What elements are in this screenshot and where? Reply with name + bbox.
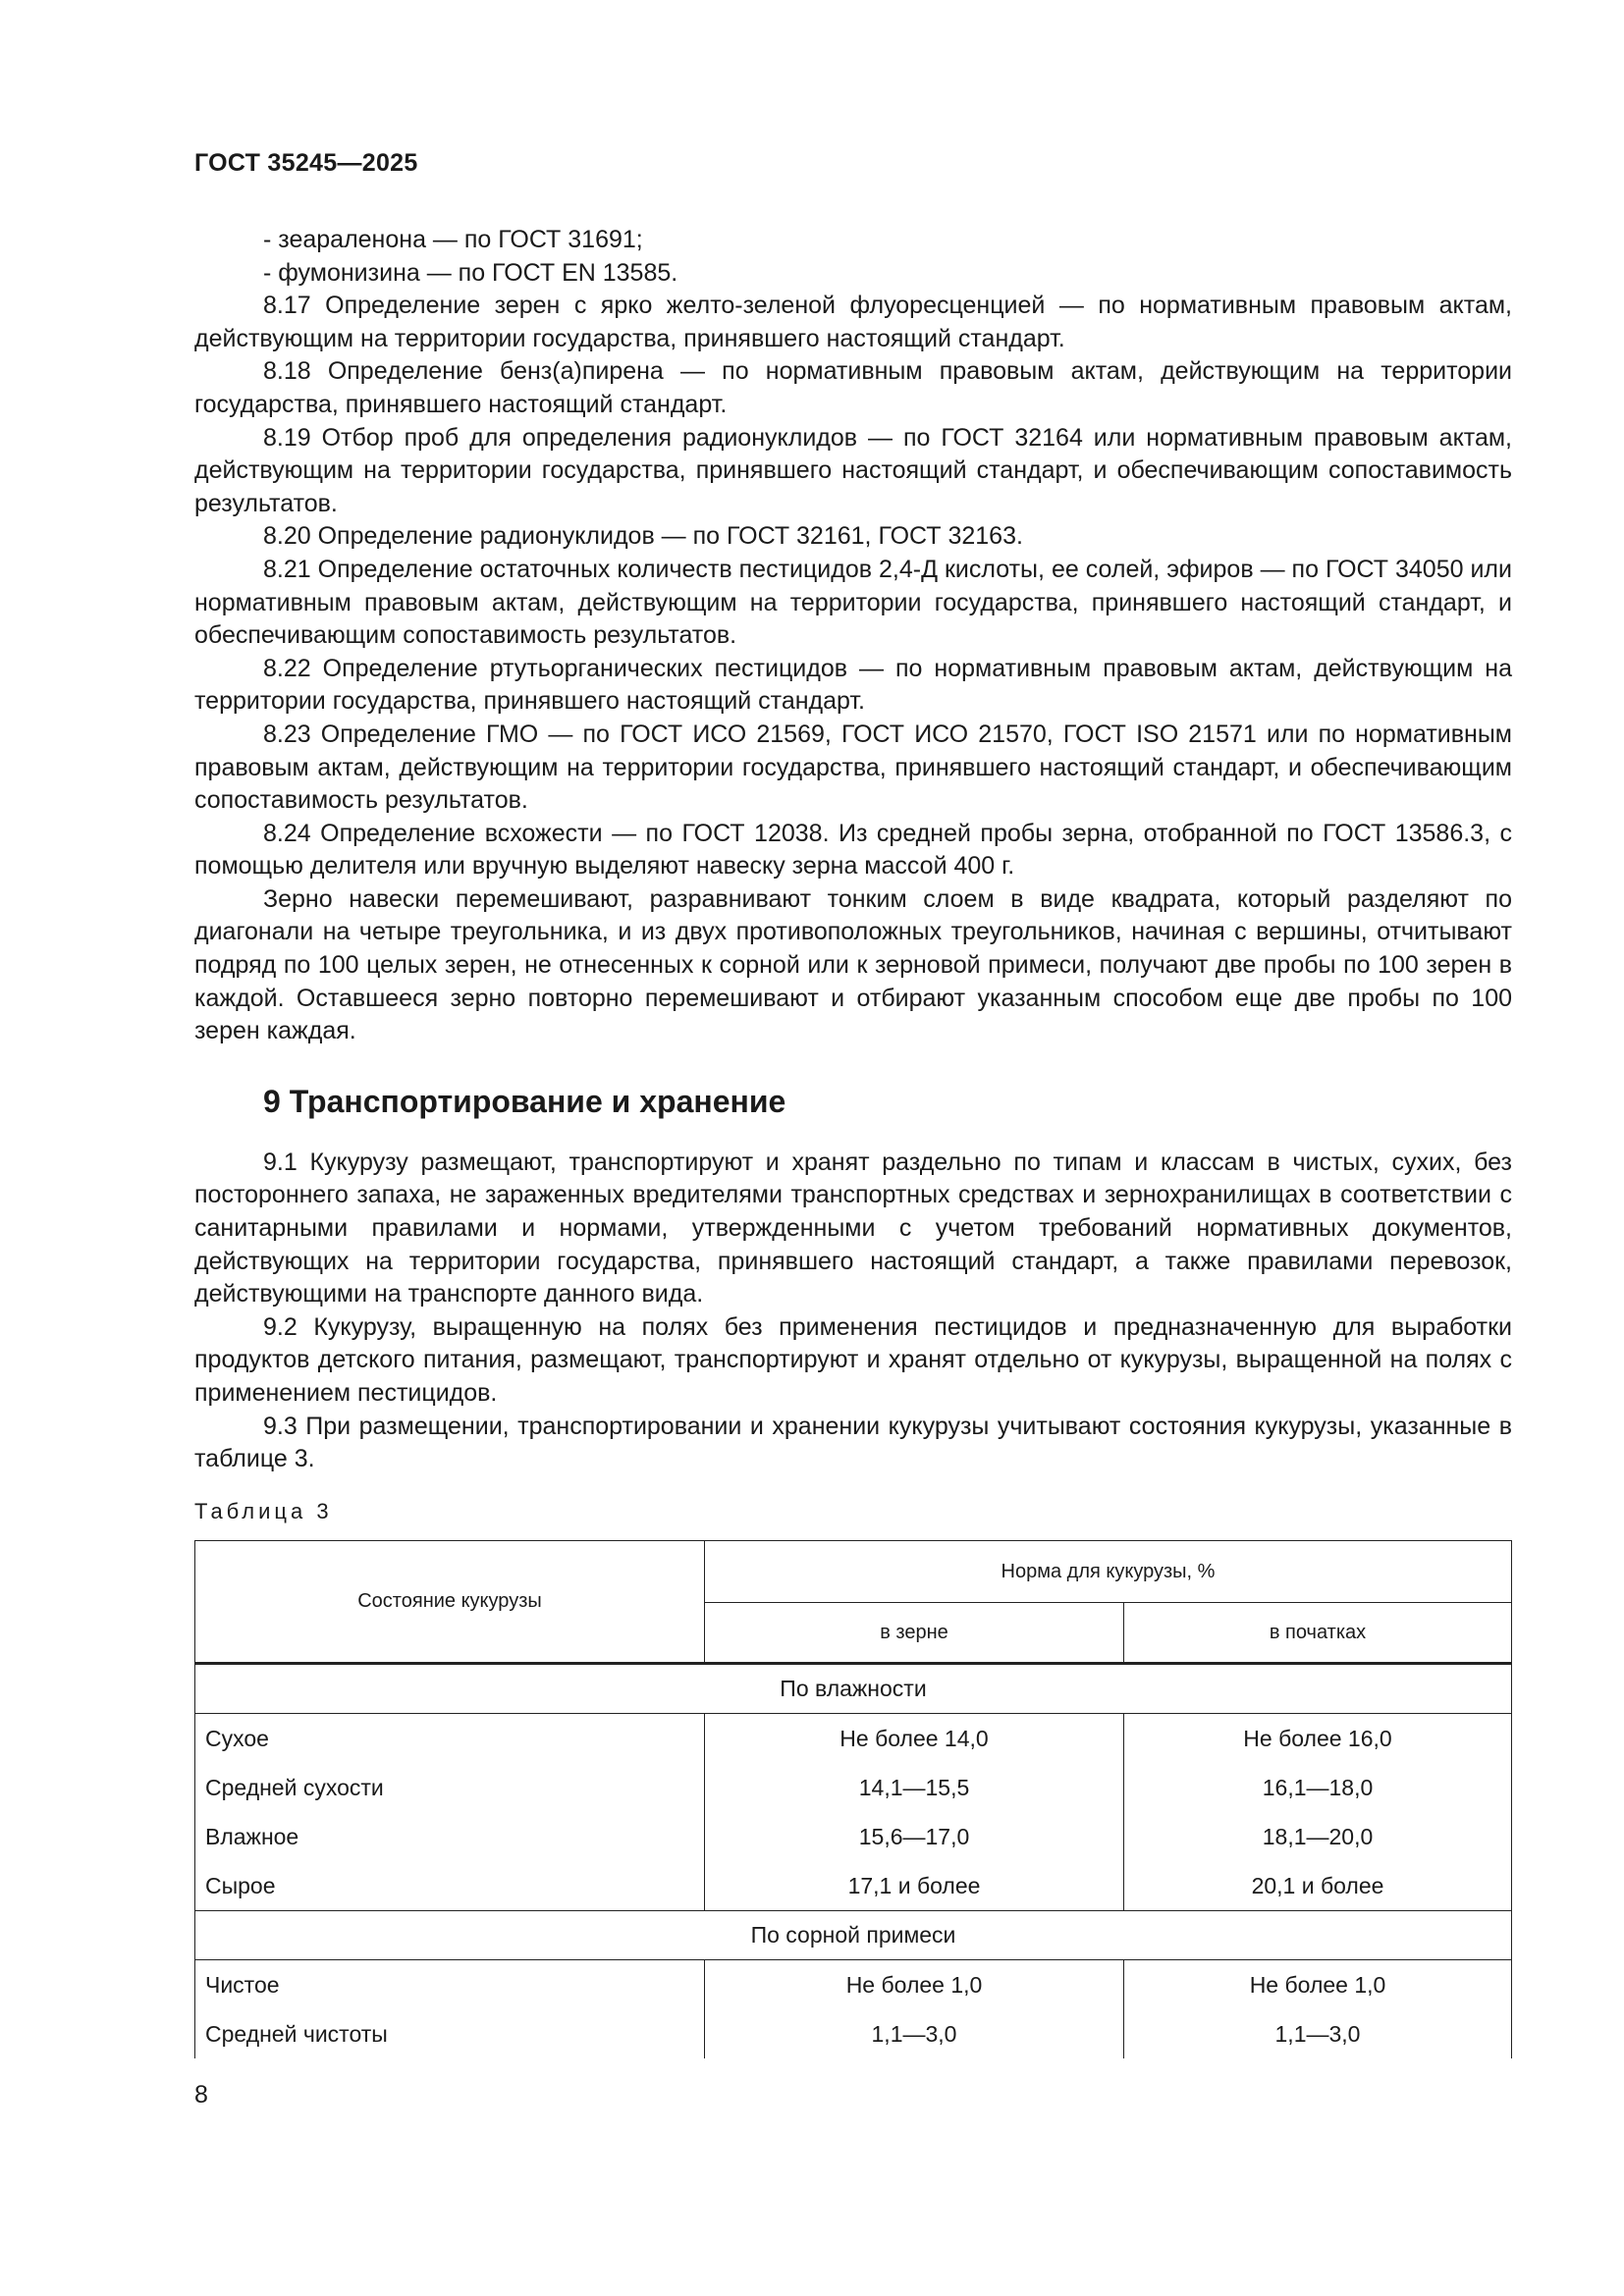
header-grain: в зерне <box>705 1603 1124 1664</box>
document-code: ГОСТ 35245—2025 <box>194 149 418 177</box>
row-cobs-value: 1,1—3,0 <box>1124 2009 1512 2058</box>
section-title: 9 Транспортирование и хранение <box>263 1083 786 1119</box>
row-name: Средней сухости <box>195 1763 705 1812</box>
header-cobs: в початках <box>1124 1603 1512 1664</box>
row-name: Средней чистоты <box>195 2009 705 2058</box>
row-cobs-value: 16,1—18,0 <box>1124 1763 1512 1812</box>
table-row <box>195 1960 1512 2010</box>
row-cobs-value: Не более 16,0 <box>1124 1714 1512 1764</box>
paragraph: - фумонизина — по ГОСТ EN 13585. <box>263 258 678 287</box>
paragraph-8-20: 8.20 Определение радионуклидов — по ГОСТ 32161, ГОСТ 32163. <box>263 522 1023 551</box>
paragraph-8-17: 8.17 Определение зерен с ярко желто-зеленой флуоресценцией — по нормативным правовым актам, действующим на территории государства, принявшего настоящий стандарт. <box>194 292 1512 352</box>
row-name: Сухое <box>195 1714 705 1764</box>
row-grain-value: 1,1—3,0 <box>705 2009 1124 2058</box>
paragraph-8-21: 8.21 Определение остаточных количеств пестицидов 2,4-Д кислоты, ее солей, эфиров — по ГОСТ 34050 или нормативным правовым актам, действующим на территории государства, принявшего настоящий стандарт, и обеспечивающим сопоставимость результатов. <box>194 555 1512 650</box>
row-cobs-value: 20,1 и более <box>1124 1861 1512 1911</box>
row-grain-value: 17,1 и более <box>705 1861 1124 1911</box>
header-state: Состояние кукурузы <box>195 1541 705 1664</box>
paragraph-8-24: 8.24 Определение всхожести — по ГОСТ 12038. Из средней пробы зерна, отобранной по ГОСТ 13586.3, с помощью делителя или вручную выделяют навеску зерна массой 400 г. <box>194 819 1512 881</box>
paragraph-8-18: 8.18 Определение бенз(а)пирена — по нормативным правовым актам, действующим на территории государства, принявшего настоящий стандарт. <box>194 357 1512 418</box>
paragraph-8-22: 8.22 Определение ртутьорганических пестицидов — по нормативным правовым актам, действующим на территории государства, принявшего настоящий стандарт. <box>194 654 1512 716</box>
row-name: Сырое <box>195 1861 705 1911</box>
table-row <box>195 1763 1512 1812</box>
row-cobs-value: Не более 1,0 <box>1124 1960 1512 2010</box>
table-3 <box>194 1540 1512 2058</box>
table-row <box>195 2009 1512 2058</box>
table-row <box>195 1714 1512 1764</box>
page-number: 8 <box>194 2081 208 2109</box>
table-section-title: По влажности <box>195 1664 1512 1714</box>
paragraph: - зеараленона — по ГОСТ 31691; <box>263 226 643 253</box>
row-grain-value: 15,6—17,0 <box>705 1812 1124 1861</box>
row-cobs-value: 18,1—20,0 <box>1124 1812 1512 1861</box>
table-row <box>195 1861 1512 1911</box>
paragraph-9-2: 9.2 Кукурузу, выращенную на полях без применения пестицидов и предназначенную для выработки продуктов детского питания, размещают, транспортируют и хранят отдельно от кукурузы, выращенной на полях с применением пестицидов. <box>194 1312 1512 1407</box>
table-caption: Таблица 3 <box>194 1499 333 1523</box>
row-name: Влажное <box>195 1812 705 1861</box>
row-name: Чистое <box>195 1960 705 2010</box>
paragraph-8-23: 8.23 Определение ГМО — по ГОСТ ИСО 21569, ГОСТ ИСО 21570, ГОСТ ISO 21571 или по нормативным правовым актам, действующим на территории государства, принявшего настоящий стандарт, и обеспечивающим сопоставимость результатов. <box>194 720 1512 815</box>
paragraph-9-3: 9.3 При размещении, транспортировании и хранении кукурузы учитывают состояния кукурузы, указанные в таблице 3. <box>194 1412 1512 1473</box>
paragraph-8-24-cont: Зерно навески перемешивают, разравнивают тонким слоем в виде квадрата, который разделяют по диагонали на четыре треугольника, и из двух противоположных треугольников, начиная с вершины, отчитывают подряд по 100 целых зерен, не отнесенных к сорной или к зерновой примеси, получают две пробы по 100 зерен в каждой. Оставшееся зерно повторно перемешивают и отбирают указанным способом еще две пробы по 100 зерен каждая. <box>194 884 1512 1045</box>
header-norm: Норма для кукурузы, % <box>705 1541 1512 1603</box>
row-grain-value: 14,1—15,5 <box>705 1763 1124 1812</box>
paragraph-8-19: 8.19 Отбор проб для определения радионуклидов — по ГОСТ 32164 или нормативным правовым актам, действующим на территории государства, принявшего настоящий стандарт, и обеспечивающим сопоставимость результатов. <box>194 423 1512 517</box>
row-grain-value: Не более 1,0 <box>705 1960 1124 2010</box>
document-body <box>194 224 1512 1476</box>
table-section-title: По сорной примеси <box>195 1911 1512 1960</box>
row-grain-value: Не более 14,0 <box>705 1714 1124 1764</box>
table-row <box>195 1812 1512 1861</box>
paragraph-9-1: 9.1 Кукурузу размещают, транспортируют и хранят раздельно по типам и классам в чистых, сухих, без постороннего запаха, не зараженных вредителями транспортных средствах и зернохранилищах в соответствии с санитарными правилами и нормами, утвержденными с учетом требований нормативных документов, действующих на территории государства, принявшего настоящий стандарт, а также правилами перевозок, действующими на транспорте данного вида. <box>194 1148 1512 1308</box>
